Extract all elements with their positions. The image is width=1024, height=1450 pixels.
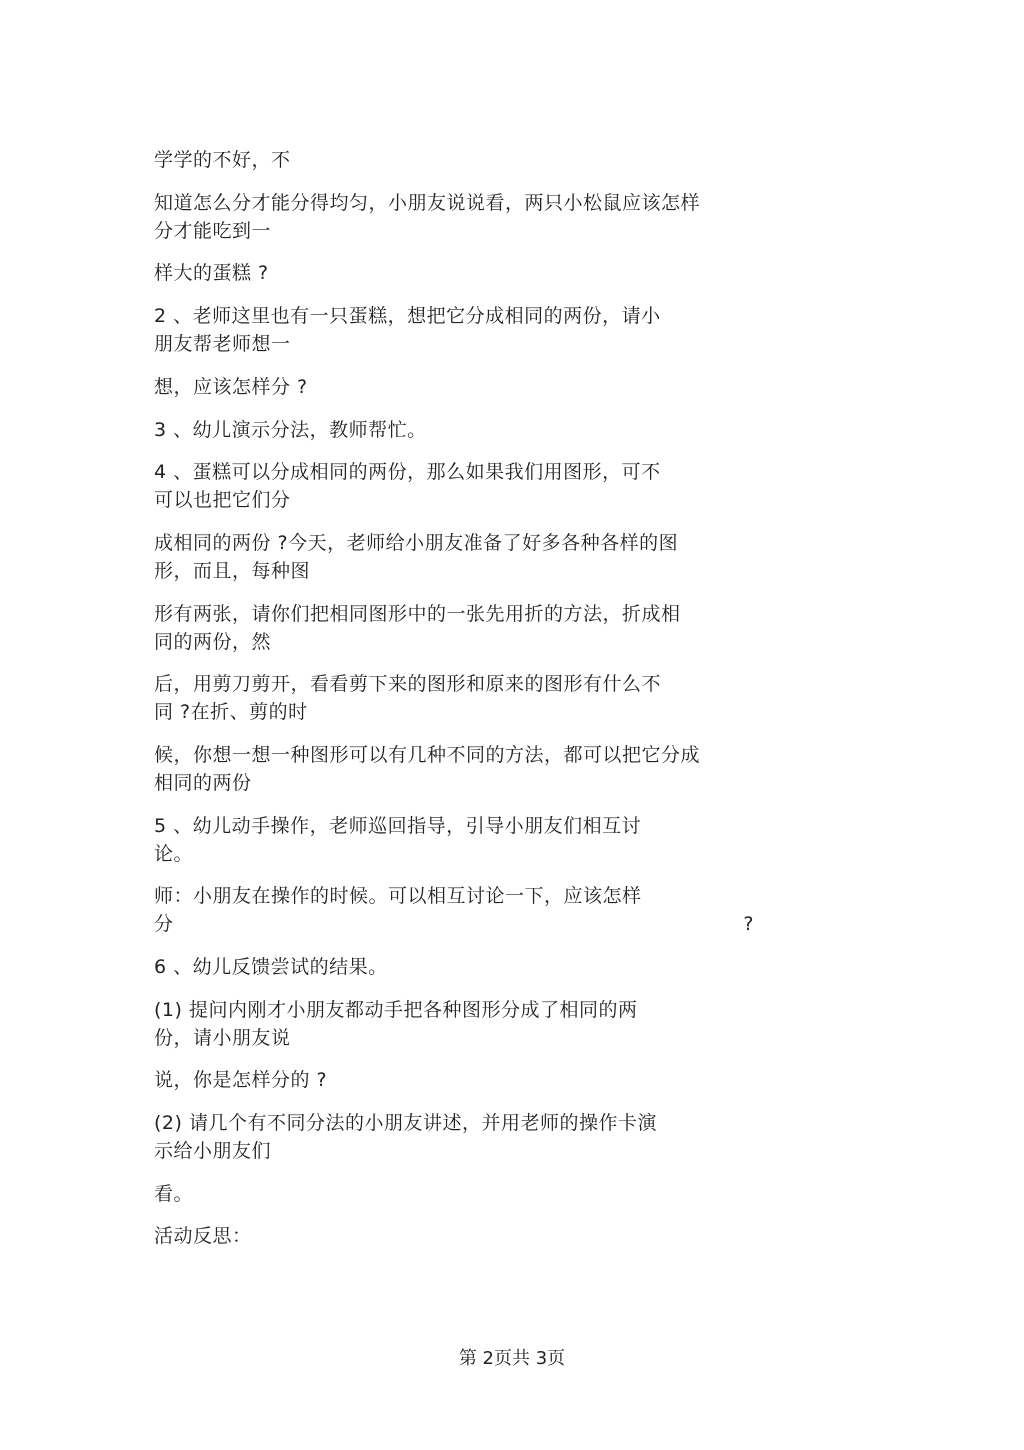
text-line: 朋友帮老师想一 [154,333,291,355]
text-line: 5 、幼儿动手操作，老师巡回指导，引导小朋友们相互讨 [154,815,642,837]
split-line-left: 分 [154,913,174,935]
text-line: 相同的两份 [154,772,252,794]
text-line: 分才能吃到一 [154,220,272,242]
text-line: 份，请小朋友说 [154,1027,291,1049]
text-line: 说，你是怎样分的 ? [154,1069,328,1091]
text-line: 可以也把它们分 [154,489,291,511]
text-line: 同的两份，然 [154,631,272,653]
text-line: 同 ?在折、剪的时 [154,701,308,723]
text-line: 师：小朋友在操作的时候。可以相互讨论一下，应该怎样 [154,885,642,907]
text-line: 知道怎么分才能分得均匀，小朋友说说看，两只小松鼠应该怎样 [154,192,701,214]
text-line: 4 、蛋糕可以分成相同的两份，那么如果我们用图形，可不 [154,461,661,483]
text-line: 看。 [154,1183,194,1205]
text-line: 活动反思： [154,1225,252,1247]
text-line: 形有两张，请你们把相同图形中的一张先用折的方法，折成相 [154,603,681,625]
page-number-footer: 第 2页共 3页 [458,1348,566,1369]
text-line: 样大的蛋糕 ? [154,262,269,284]
text-line: 3 、幼儿演示分法，教师帮忙。 [154,419,427,441]
text-line: 示给小朋友们 [154,1140,272,1162]
text-line: 论。 [154,843,194,865]
text-line: 2 、老师这里也有一只蛋糕，想把它分成相同的两份，请小 [154,305,661,327]
text-line: 后，用剪刀剪开，看看剪下来的图形和原来的图形有什么不 [154,673,662,695]
text-line: (2) 请几个有不同分法的小朋友讲述，并用老师的操作卡演 [154,1112,657,1134]
text-line: 形，而且，每种图 [154,560,311,582]
split-text-line [154,910,754,938]
text-line: 成相同的两份 ?今天，老师给小朋友准备了好多各种各样的图 [154,532,679,554]
text-line: 学学的不好，不 [154,149,291,171]
text-line: 6 、幼儿反馈尝试的结果。 [154,956,388,978]
text-line: (1) 提问内刚才小朋友都动手把各种图形分成了相同的两 [154,999,638,1021]
split-line-right: ? [743,913,754,935]
text-line: 想，应该怎样分 ? [154,376,308,398]
text-line: 候，你想一想一种图形可以有几种不同的方法，都可以把它分成 [154,744,701,766]
